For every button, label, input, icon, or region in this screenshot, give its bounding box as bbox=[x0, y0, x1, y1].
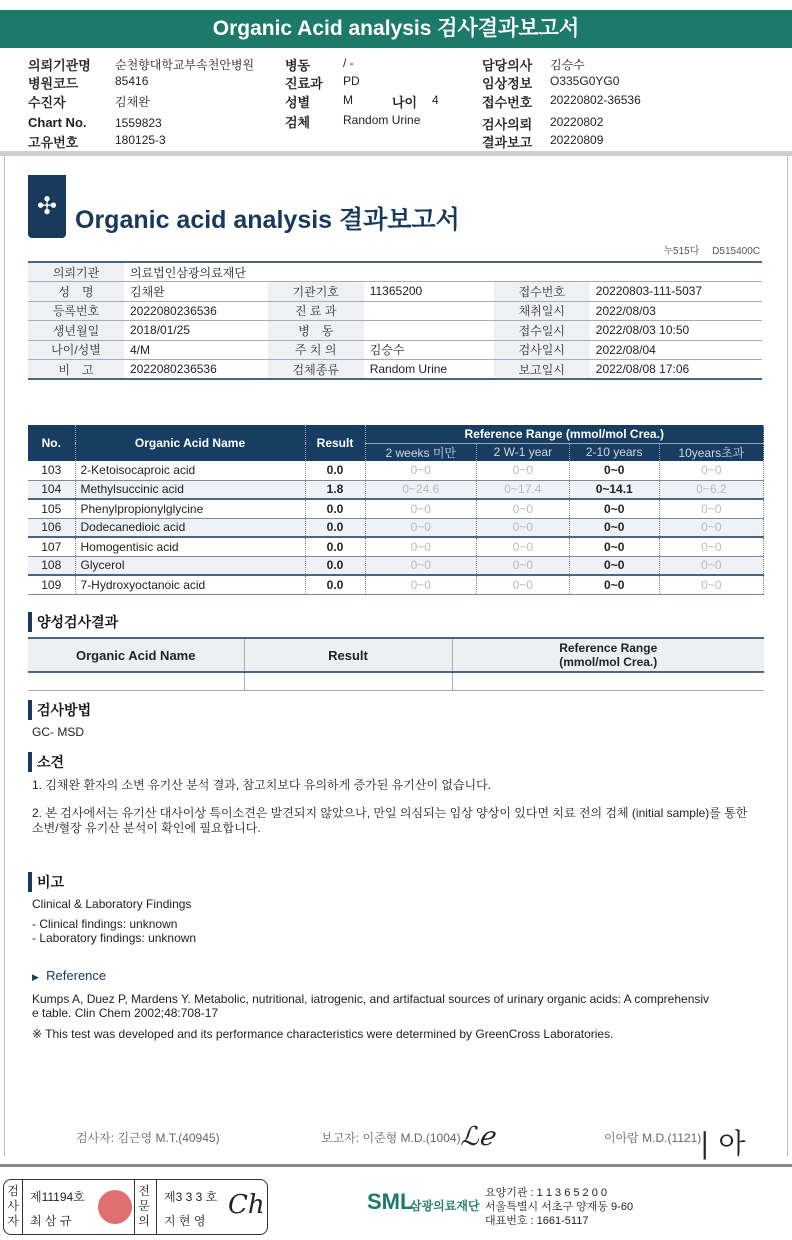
reference-range: 0~0 bbox=[659, 537, 763, 556]
field-value: 2018/01/25 bbox=[124, 321, 268, 341]
acid-name: Dodecanedioic acid bbox=[75, 518, 305, 537]
report-title: Organic acid analysis 결과보고서 bbox=[75, 206, 460, 234]
field-value bbox=[364, 301, 494, 321]
reference-range: 0~0 bbox=[365, 556, 477, 575]
field-value: 2022080236536 bbox=[124, 301, 268, 321]
col-age: 2 W-1 year bbox=[477, 443, 570, 461]
handwritten-signature: Ch bbox=[228, 1190, 265, 1220]
patient-row bbox=[28, 282, 762, 302]
acid-result: 0.0 bbox=[305, 575, 365, 594]
acid-name: 2-Ketoisocaproic acid bbox=[75, 461, 305, 480]
cell bbox=[244, 672, 452, 690]
field-label: 진 료 과 bbox=[268, 301, 364, 321]
footer bbox=[0, 1164, 792, 1240]
field-value: 김승수 bbox=[364, 340, 494, 360]
logo-cross-icon: ✣ bbox=[28, 175, 66, 238]
acid-result: 0.0 bbox=[305, 518, 365, 537]
label: 검체 bbox=[285, 115, 311, 130]
reference-range: 0~0 bbox=[569, 537, 659, 556]
value: 20220802 bbox=[550, 115, 604, 129]
col-ref bbox=[452, 638, 764, 672]
reference-range: 0~0 bbox=[365, 537, 477, 556]
field-label: 의뢰기관 bbox=[28, 262, 124, 282]
cell bbox=[28, 672, 244, 690]
field-value: 2022/08/03 10:50 bbox=[590, 321, 762, 341]
field-label: 검체종류 bbox=[268, 360, 364, 380]
certification-stamp bbox=[3, 1179, 268, 1235]
acid-no: 109 bbox=[28, 575, 75, 594]
field-label: 검사일시 bbox=[494, 340, 590, 360]
inspector-label: 검사자 bbox=[7, 1184, 19, 1228]
reference-range: 0~0 bbox=[569, 518, 659, 537]
acid-no: 106 bbox=[28, 518, 75, 537]
table-row bbox=[28, 461, 764, 480]
col-name: Organic Acid Name bbox=[75, 425, 305, 461]
field-value: Random Urine bbox=[364, 360, 494, 380]
label: 진료과 bbox=[285, 76, 323, 91]
acid-no: 108 bbox=[28, 556, 75, 575]
field-value: 4/M bbox=[124, 340, 268, 360]
org-line: 서울특별시 서초구 양재동 9-60 bbox=[485, 1201, 634, 1213]
field-label: 병 동 bbox=[268, 321, 364, 341]
table-row bbox=[28, 537, 764, 556]
reference-range: 0~0 bbox=[365, 575, 477, 594]
acid-name: Methylsuccinic acid bbox=[75, 480, 305, 499]
col-age: 2-10 years bbox=[569, 443, 659, 461]
patient-row bbox=[28, 321, 762, 341]
field-value: 20220803-111-5037 bbox=[590, 282, 762, 302]
col-no: No. bbox=[28, 425, 75, 461]
acid-no: 105 bbox=[28, 499, 75, 518]
reference-range: 0~0 bbox=[365, 461, 477, 480]
field-value: 2022/08/03 bbox=[590, 301, 762, 321]
acid-result: 0.0 bbox=[305, 537, 365, 556]
finding-1: 1. 김채완 환자의 소변 유기산 분석 결과, 참고치보다 유의하게 증가된 유기산이 없습니다. bbox=[32, 778, 492, 792]
acid-result: 1.8 bbox=[305, 480, 365, 499]
field-value: 의료법인삼광의료재단 bbox=[124, 262, 762, 282]
remarks-line: Clinical & Laboratory Findings bbox=[32, 897, 192, 911]
label: 담당의사 bbox=[482, 58, 533, 73]
field-label: 접수번호 bbox=[494, 282, 590, 302]
patient-row bbox=[28, 360, 762, 380]
value: Random Urine bbox=[343, 113, 421, 127]
section-title-method: 검사방법 bbox=[28, 700, 91, 720]
field-value: 2022/08/08 17:06 bbox=[590, 360, 762, 380]
label: 검사의뢰 bbox=[482, 117, 533, 132]
field-label: 보고일시 bbox=[494, 360, 590, 380]
reference-range: 0~0 bbox=[569, 575, 659, 594]
label: 병동 bbox=[285, 58, 311, 73]
label: 접수번호 bbox=[482, 95, 533, 110]
acid-no: 107 bbox=[28, 537, 75, 556]
patient-row bbox=[28, 301, 762, 321]
doctor-name: 지 현 영 bbox=[164, 1214, 206, 1228]
reference-line: Kumps A, Duez P, Mardens Y. Metabolic, nutritional, iatrogenic, and artifactual sources of urinary organic acids: A comprehensiv bbox=[32, 992, 710, 1006]
field-label: 접수일시 bbox=[494, 321, 590, 341]
col-name: Organic Acid Name bbox=[28, 638, 244, 672]
col-result: Result bbox=[244, 638, 452, 672]
triangle-icon: ▶ bbox=[32, 972, 39, 982]
remarks-line: - Laboratory findings: unknown bbox=[32, 931, 197, 945]
acid-name: Homogentisic acid bbox=[75, 537, 305, 556]
label: 나이 bbox=[392, 95, 418, 110]
reference-range: 0~0 bbox=[477, 556, 570, 575]
patient-row bbox=[28, 340, 762, 360]
section-title-positive: 양성검사결과 bbox=[28, 612, 118, 632]
ref-line2: (mmol/mol Crea.) bbox=[559, 655, 658, 669]
reference-range: 0~0 bbox=[477, 518, 570, 537]
field-label: 등록번호 bbox=[28, 301, 124, 321]
handwritten-signature: ℒℯ bbox=[460, 1122, 495, 1152]
value: 김승수 bbox=[550, 58, 585, 72]
field-label: 비 고 bbox=[28, 360, 124, 380]
reference-range: 0~17.4 bbox=[477, 480, 570, 499]
table-row bbox=[28, 556, 764, 575]
col-age: 2 weeks 미만 bbox=[365, 443, 477, 461]
label: 임상정보 bbox=[482, 76, 533, 91]
reference-range: 0~14.1 bbox=[569, 480, 659, 499]
label: 병원코드 bbox=[28, 76, 79, 91]
section-title-findings: 소견 bbox=[28, 752, 64, 772]
acid-result: 0.0 bbox=[305, 556, 365, 575]
field-label: 채취일시 bbox=[494, 301, 590, 321]
ref-line1: Reference Range bbox=[559, 641, 658, 655]
label: Chart No. bbox=[28, 115, 87, 130]
value: 김채완 bbox=[115, 95, 150, 109]
method-value: GC- MSD bbox=[32, 725, 84, 739]
reference-range: 0~0 bbox=[365, 518, 477, 537]
results-table bbox=[28, 425, 764, 595]
value: 순천향대학교부속천안병원 bbox=[115, 58, 255, 72]
inspector-no: 제11194호 bbox=[30, 1190, 85, 1204]
reference-range: 0~6.2 bbox=[659, 480, 763, 499]
reference-range: 0~0 bbox=[569, 556, 659, 575]
doctor-label: 전문의 bbox=[138, 1184, 150, 1228]
reference-title: Reference bbox=[46, 968, 107, 983]
reference-range: 0~0 bbox=[477, 537, 570, 556]
cell bbox=[452, 672, 764, 690]
org-info bbox=[485, 1186, 633, 1228]
patient-table bbox=[28, 261, 762, 380]
reference-range: 0~0 bbox=[569, 461, 659, 480]
handwritten-signature: | 아 bbox=[700, 1127, 746, 1160]
report-codes: 누515다 D515400C bbox=[663, 246, 760, 257]
value: 180125-3 bbox=[115, 133, 166, 147]
reference-range: 0~0 bbox=[365, 499, 477, 518]
value: 85416 bbox=[115, 74, 149, 88]
value: / - bbox=[343, 56, 354, 70]
acid-name: 7-Hydroxyoctanoic acid bbox=[75, 575, 305, 594]
label: 의뢰기관명 bbox=[28, 58, 91, 73]
finding-2b: 소변/혈장 유기산 분석이 확인에 필요합니다. bbox=[32, 821, 261, 835]
positive-table bbox=[28, 637, 764, 691]
col-result: Result bbox=[305, 425, 365, 461]
reference-range: 0~0 bbox=[659, 461, 763, 480]
value: PD bbox=[343, 74, 360, 88]
acid-no: 103 bbox=[28, 461, 75, 480]
field-label: 생년월일 bbox=[28, 321, 124, 341]
value: 20220809 bbox=[550, 133, 604, 147]
value: 1559823 bbox=[115, 116, 162, 130]
reference-range: 0~0 bbox=[477, 499, 570, 518]
reference-note: ※ This test was developed and its performance characteristics were determined by GreenCross Laboratories. bbox=[32, 1027, 614, 1041]
field-value: 2022080236536 bbox=[124, 360, 268, 380]
col-age: 10years초과 bbox=[659, 443, 763, 461]
tester-signature: 검사자: 김근영 M.T.(40945) bbox=[76, 1131, 220, 1145]
field-label: 기관기호 bbox=[268, 282, 364, 302]
seal-icon bbox=[98, 1190, 132, 1224]
label: 결과보고 bbox=[482, 135, 533, 150]
sml-logo: SML bbox=[367, 1189, 414, 1214]
remarks-line: - Clinical findings: unknown bbox=[32, 917, 178, 931]
org-line: 요양기관 : 1 1 3 6 5 2 0 0 bbox=[485, 1187, 608, 1199]
reference-range: 0~0 bbox=[659, 518, 763, 537]
acid-result: 0.0 bbox=[305, 499, 365, 518]
field-value bbox=[364, 321, 494, 341]
reference-range: 0~0 bbox=[659, 575, 763, 594]
label: 수진자 bbox=[28, 95, 66, 110]
reference-range: 0~0 bbox=[659, 499, 763, 518]
field-value: 11365200 bbox=[364, 282, 494, 302]
reference-heading bbox=[32, 968, 106, 985]
reference-range: 0~0 bbox=[477, 575, 570, 594]
doctor-signature: 이아람 M.D.(1121) bbox=[604, 1131, 702, 1145]
value: M bbox=[343, 93, 353, 107]
label: 성별 bbox=[285, 95, 311, 110]
acid-name: Phenylpropionylglycine bbox=[75, 499, 305, 518]
field-label: 주 치 의 bbox=[268, 340, 364, 360]
patient-row bbox=[28, 262, 762, 282]
field-label: 성 명 bbox=[28, 282, 124, 302]
table-row bbox=[28, 499, 764, 518]
value: 4 bbox=[432, 93, 439, 107]
reference-range: 0~0 bbox=[477, 461, 570, 480]
col-ref: Reference Range (mmol/mol Crea.) bbox=[365, 425, 764, 443]
table-row bbox=[28, 575, 764, 594]
table-row bbox=[28, 518, 764, 537]
acid-result: 0.0 bbox=[305, 461, 365, 480]
org-name: 삼광의료재단 bbox=[410, 1199, 480, 1213]
doctor-no: 제3 3 3 호 bbox=[164, 1190, 218, 1204]
value: 20220802-36536 bbox=[550, 93, 641, 107]
acid-name: Glycerol bbox=[75, 556, 305, 575]
acid-no: 104 bbox=[28, 480, 75, 499]
org-line: 대표번호 : 1661-5117 bbox=[485, 1215, 589, 1227]
field-label: 나이/성별 bbox=[28, 340, 124, 360]
finding-2a: 2. 본 검사에서는 유기산 대사이상 특이소견은 발견되지 않았으나, 만일 의심되는 임상 양상이 있다면 치료 전의 검체 (initial sample)를 통한 bbox=[32, 806, 748, 820]
reference-range: 0~0 bbox=[659, 556, 763, 575]
reference-range: 0~0 bbox=[569, 499, 659, 518]
inspector-name: 최 삼 규 bbox=[30, 1214, 72, 1228]
section-title-remarks: 비고 bbox=[28, 872, 64, 892]
reporter-signature: 보고자: 이준형 M.D.(1004) bbox=[321, 1131, 461, 1145]
label: 고유번호 bbox=[28, 135, 79, 150]
value: O335G0YG0 bbox=[550, 74, 620, 88]
field-value: 2022/08/04 bbox=[590, 340, 762, 360]
reference-line: e table. Clin Chem 2002;48:708-17 bbox=[32, 1006, 219, 1020]
field-value: 김채완 bbox=[124, 282, 268, 302]
table-row bbox=[28, 480, 764, 499]
reference-range: 0~24.6 bbox=[365, 480, 477, 499]
report-header: Organic Acid analysis 검사결과보고서 bbox=[0, 10, 792, 48]
